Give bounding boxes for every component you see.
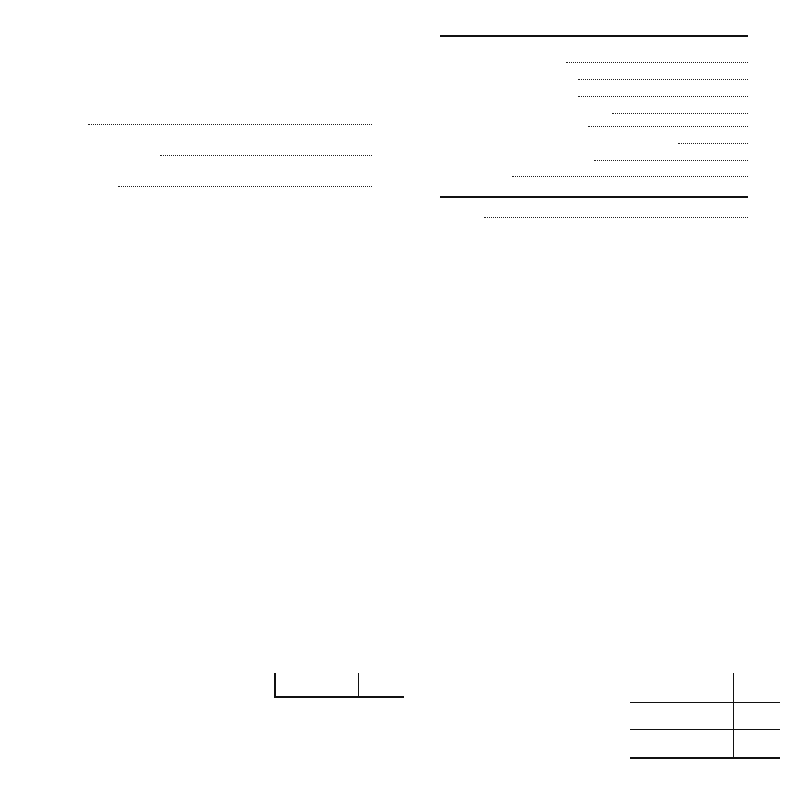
sum-bracket-bottom: [274, 696, 404, 698]
grand-total-rule: [630, 757, 780, 759]
sum-norm-rule: [630, 702, 780, 703]
barcode: [250, 720, 386, 776]
sum-bracket-divider: [358, 673, 359, 696]
sum-overtime-rule: [630, 729, 780, 730]
sum-bracket-left: [274, 673, 276, 697]
footer-totals-divider: [733, 673, 734, 757]
